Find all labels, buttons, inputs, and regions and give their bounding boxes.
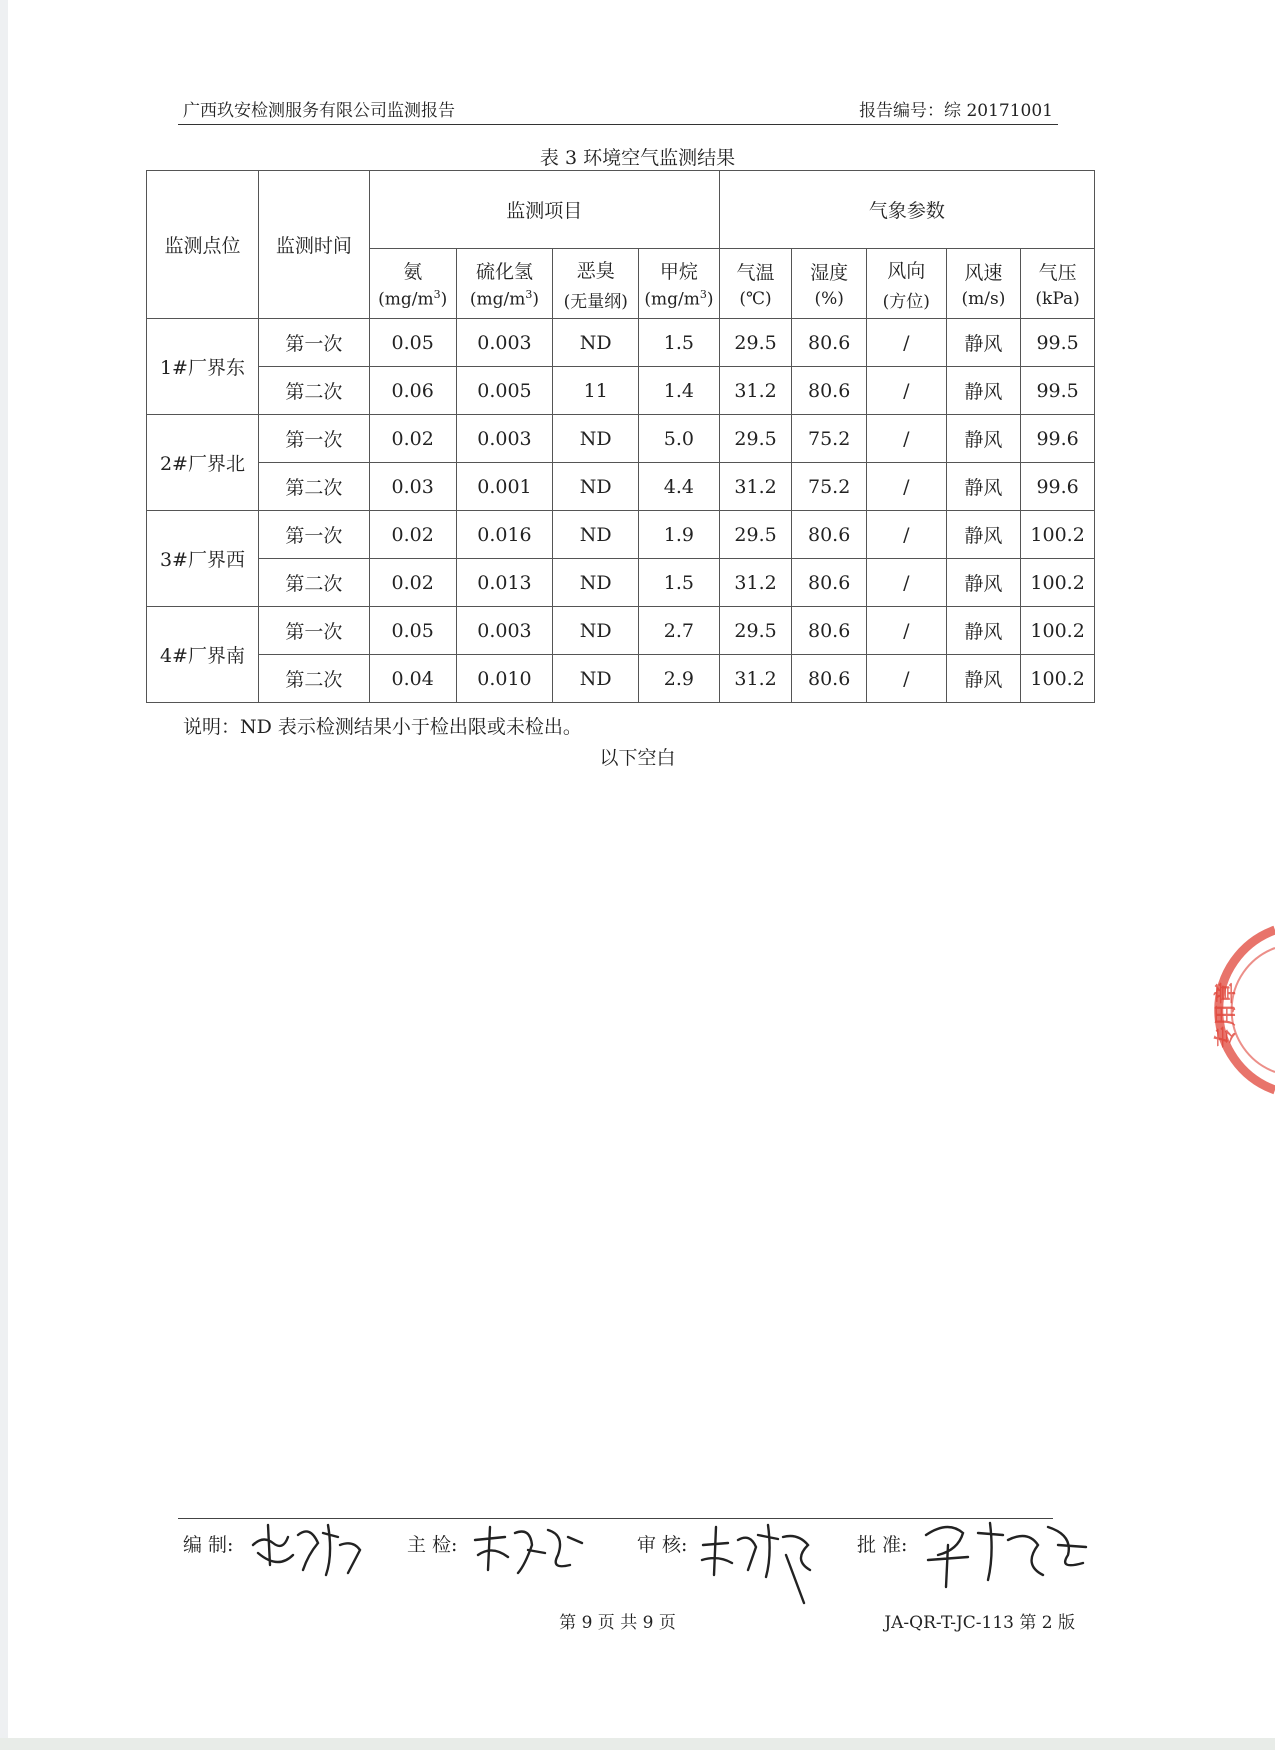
time-cell: 第一次 xyxy=(258,511,369,559)
header-time: 监测时间 xyxy=(258,171,369,319)
value-cell: 11 xyxy=(553,367,639,415)
subheader-unit: $(mg/m^3)$ xyxy=(644,288,714,310)
site-name-cell: 4#厂界南 xyxy=(147,607,259,703)
table-row xyxy=(147,415,1095,463)
value-cell: / xyxy=(866,655,946,703)
value-cell: 31.2 xyxy=(719,655,792,703)
header-weather-params: 气象参数 xyxy=(719,171,1094,249)
compile-signature xyxy=(248,1515,368,1585)
review-label: 审 核: xyxy=(637,1534,688,1556)
table-note: 说明：ND 表示检测结果小于检出限或未检出。 xyxy=(183,716,582,738)
value-cell: 5.0 xyxy=(639,415,720,463)
subheader-unit: (m/s) xyxy=(961,289,1006,309)
subheader-name: 气温 xyxy=(736,262,775,284)
subheader-name: 硫化氢 xyxy=(475,261,533,284)
value-cell: / xyxy=(866,367,946,415)
page-edge xyxy=(0,0,8,1750)
site-name-cell: 2#厂界北 xyxy=(147,415,259,511)
subheader-unit: (无量纲) xyxy=(563,291,628,312)
page-edge-bottom xyxy=(0,1738,1275,1750)
subheader-name: 气压 xyxy=(1038,262,1077,284)
value-cell: 2.7 xyxy=(639,607,720,655)
inspect-signature xyxy=(470,1515,590,1585)
value-cell: ND xyxy=(553,463,639,511)
value-cell: 1.5 xyxy=(639,559,720,607)
table-row xyxy=(147,559,1095,607)
table-row xyxy=(147,367,1095,415)
value-cell: 1.5 xyxy=(639,319,720,367)
header-monitoring-items: 监测项目 xyxy=(369,171,719,249)
value-cell: 4.4 xyxy=(639,463,720,511)
value-cell: 1.9 xyxy=(639,511,720,559)
value-cell: 100.2 xyxy=(1021,655,1095,703)
value-cell: / xyxy=(866,319,946,367)
subheader-cell xyxy=(456,249,553,319)
time-cell: 第二次 xyxy=(258,655,369,703)
value-cell: 0.05 xyxy=(369,607,456,655)
value-cell: 2.9 xyxy=(639,655,720,703)
value-cell: 80.6 xyxy=(792,559,867,607)
value-cell: 80.6 xyxy=(792,511,867,559)
subheader-cell xyxy=(719,249,792,319)
value-cell: 0.005 xyxy=(456,367,553,415)
subheader-cell xyxy=(792,249,867,319)
results-table xyxy=(146,170,1095,703)
subheader-name: 湿度 xyxy=(810,262,849,284)
value-cell: 静风 xyxy=(946,367,1021,415)
table-row xyxy=(147,463,1095,511)
time-cell: 第二次 xyxy=(258,559,369,607)
subheader-name: 氨 xyxy=(403,261,423,284)
time-cell: 第二次 xyxy=(258,463,369,511)
value-cell: ND xyxy=(553,319,639,367)
value-cell: 80.6 xyxy=(792,607,867,655)
value-cell: 29.5 xyxy=(719,319,792,367)
value-cell: ND xyxy=(553,415,639,463)
subheader-cell xyxy=(369,249,456,319)
value-cell: ND xyxy=(553,511,639,559)
table-row xyxy=(147,511,1095,559)
value-cell: 99.6 xyxy=(1021,415,1095,463)
value-cell: / xyxy=(866,559,946,607)
value-cell: / xyxy=(866,415,946,463)
value-cell: 80.6 xyxy=(792,319,867,367)
subheader-name: 甲烷 xyxy=(659,261,698,284)
subheader-name: 风速 xyxy=(964,262,1003,284)
value-cell: 0.010 xyxy=(456,655,553,703)
value-cell: 静风 xyxy=(946,319,1021,367)
subheader-cell xyxy=(553,249,639,319)
value-cell: 0.003 xyxy=(456,415,553,463)
header-report-number: 报告编号：综 20171001 xyxy=(859,101,1053,121)
value-cell: 31.2 xyxy=(719,463,792,511)
subheader-cell xyxy=(1021,249,1095,319)
site-name-cell: 3#厂界西 xyxy=(147,511,259,607)
value-cell: 0.016 xyxy=(456,511,553,559)
value-cell: / xyxy=(866,607,946,655)
value-cell: 0.03 xyxy=(369,463,456,511)
subheader-cell xyxy=(946,249,1021,319)
page-number: 第 9 页 共 9 页 xyxy=(559,1613,676,1633)
value-cell: / xyxy=(866,511,946,559)
value-cell: ND xyxy=(553,655,639,703)
value-cell: 29.5 xyxy=(719,415,792,463)
value-cell: 75.2 xyxy=(792,463,867,511)
time-cell: 第二次 xyxy=(258,367,369,415)
value-cell: 75.2 xyxy=(792,415,867,463)
value-cell: 0.02 xyxy=(369,511,456,559)
subheader-unit: (℃) xyxy=(739,289,772,309)
value-cell: 静风 xyxy=(946,607,1021,655)
header-site: 监测点位 xyxy=(147,171,259,319)
table-title: 表 3 环境空气监测结果 xyxy=(539,147,736,169)
value-cell: 静风 xyxy=(946,559,1021,607)
subheader-unit: $(mg/m^3)$ xyxy=(378,288,448,310)
value-cell: 0.013 xyxy=(456,559,553,607)
value-cell: 80.6 xyxy=(792,655,867,703)
blank-below-marker: 以下空白 xyxy=(599,747,676,769)
subheader-cell xyxy=(639,249,720,319)
time-cell: 第一次 xyxy=(258,607,369,655)
document-code: JA-QR-T-JC-113 第 2 版 xyxy=(884,1613,1075,1633)
value-cell: 静风 xyxy=(946,463,1021,511)
value-cell: 0.05 xyxy=(369,319,456,367)
value-cell: 100.2 xyxy=(1021,511,1095,559)
table-row xyxy=(147,607,1095,655)
value-cell: ND xyxy=(553,607,639,655)
header-divider xyxy=(178,124,1058,125)
value-cell: 29.5 xyxy=(719,607,792,655)
value-cell: 80.6 xyxy=(792,367,867,415)
value-cell: 1.4 xyxy=(639,367,720,415)
value-cell: 0.06 xyxy=(369,367,456,415)
header-company: 广西玖安检测服务有限公司监测报告 xyxy=(183,101,455,121)
value-cell: 0.02 xyxy=(369,559,456,607)
value-cell: 0.003 xyxy=(456,319,553,367)
table-row xyxy=(147,319,1095,367)
value-cell: 100.2 xyxy=(1021,559,1095,607)
value-cell: 0.04 xyxy=(369,655,456,703)
review-signature xyxy=(698,1515,823,1610)
subheader-name: 风向 xyxy=(887,259,926,282)
seal-stamp xyxy=(1195,920,1275,1100)
subheader-unit: $(mg/m^3)$ xyxy=(469,288,540,310)
inspect-label: 主 检: xyxy=(407,1534,458,1556)
subheader-name: 恶臭 xyxy=(576,259,615,282)
value-cell: 0.003 xyxy=(456,607,553,655)
value-cell: 99.5 xyxy=(1021,367,1095,415)
time-cell: 第一次 xyxy=(258,319,369,367)
value-cell: 99.5 xyxy=(1021,319,1095,367)
value-cell: 静风 xyxy=(946,415,1021,463)
value-cell: 0.02 xyxy=(369,415,456,463)
value-cell: 29.5 xyxy=(719,511,792,559)
value-cell: 0.001 xyxy=(456,463,553,511)
value-cell: 静风 xyxy=(946,511,1021,559)
compile-label: 编 制: xyxy=(183,1534,234,1556)
value-cell: 100.2 xyxy=(1021,607,1095,655)
approve-signature xyxy=(918,1515,1093,1595)
subheader-unit: (%) xyxy=(814,289,844,309)
value-cell: / xyxy=(866,463,946,511)
table-row xyxy=(147,655,1095,703)
subheader-cell xyxy=(866,249,946,319)
value-cell: 99.6 xyxy=(1021,463,1095,511)
seal-text: 专用章 xyxy=(1214,981,1239,1049)
time-cell: 第一次 xyxy=(258,415,369,463)
site-name-cell: 1#厂界东 xyxy=(147,319,259,415)
subheader-unit: (kPa) xyxy=(1035,289,1080,309)
value-cell: 静风 xyxy=(946,655,1021,703)
value-cell: 31.2 xyxy=(719,559,792,607)
approve-label: 批 准: xyxy=(857,1534,908,1556)
subheader-unit: (方位) xyxy=(882,291,930,312)
value-cell: 31.2 xyxy=(719,367,792,415)
value-cell: ND xyxy=(553,559,639,607)
